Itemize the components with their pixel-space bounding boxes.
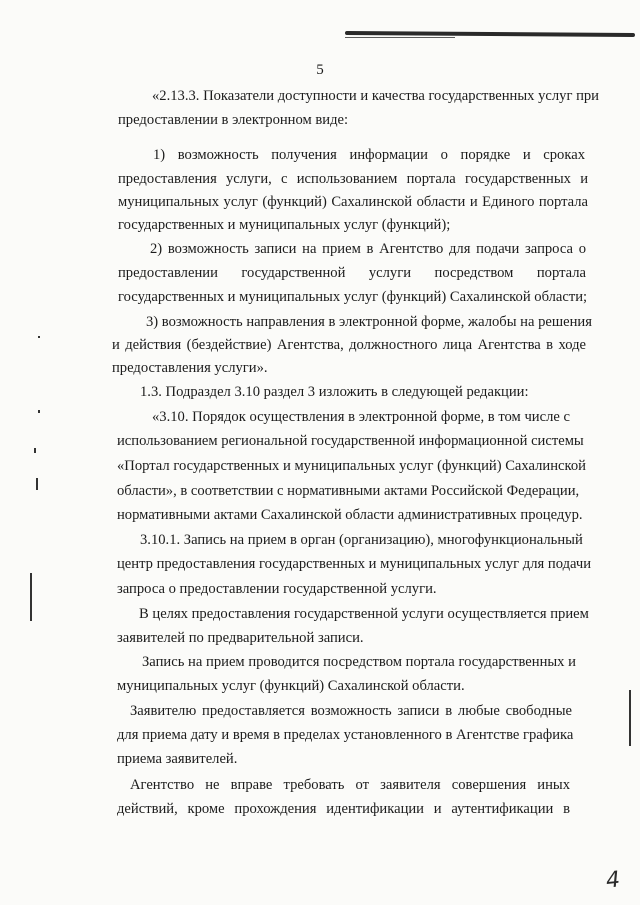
- text-line: центр предоставления государственных и муниципальных услуг для подачи: [117, 556, 592, 572]
- text-line: запроса о предоставлении государственной услуги.: [117, 581, 437, 597]
- scan-margin-mark: [30, 573, 32, 621]
- scan-margin-mark: [38, 410, 40, 413]
- text-line: 2) возможность записи на прием в Агентство для подачи запроса о: [150, 241, 586, 257]
- text-line: предоставления услуги».: [112, 360, 268, 376]
- text-line: В целях предоставления государственной услуги осуществляется прием: [139, 606, 589, 622]
- text-line: приема заявителей.: [117, 751, 238, 767]
- text-line: заявителей по предварительной записи.: [117, 630, 364, 646]
- text-line: действий, кроме прохождения идентификации и аутентификации в: [117, 801, 570, 817]
- text-line: предоставления услуги, с использованием портала государственных и: [118, 171, 588, 187]
- text-line: нормативными актами Сахалинской области административных процедур.: [117, 507, 583, 523]
- text-line: государственных и муниципальных услуг (функций);: [118, 217, 451, 233]
- text-line: «2.13.3. Показатели доступности и качества государственных услуг при: [152, 88, 599, 104]
- text-line: использованием региональной государственной информационной системы: [117, 433, 584, 449]
- text-line: Запись на прием проводится посредством портала государственных и: [142, 654, 576, 670]
- text-line: 1) возможность получения информации о порядке и сроках: [153, 147, 585, 163]
- scan-margin-mark: [38, 336, 40, 338]
- text-line: и действия (бездействие) Агентства, должностного лица Агентства в ходе: [112, 337, 586, 353]
- text-line: предоставлении в электронном виде:: [118, 112, 349, 128]
- text-line: Агентство не вправе требовать от заявителя совершения иных: [130, 777, 570, 793]
- text-line: муниципальных услуг (функций) Сахалинской области.: [117, 678, 465, 694]
- text-line: области», в соответствии с нормативными актами Российской Федерации,: [117, 483, 580, 499]
- text-line: «Портал государственных и муниципальных услуг (функций) Сахалинской: [117, 458, 586, 474]
- text-line: 3) возможность направления в электронной форме, жалобы на решения: [146, 314, 592, 330]
- handwritten-page-mark: 4: [604, 867, 622, 894]
- text-line: Заявителю предоставляется возможность записи в любые свободные: [130, 703, 572, 719]
- page-number: 5: [316, 62, 324, 78]
- text-line: предоставлении государственной услуги посредством портала: [118, 265, 586, 281]
- scan-margin-mark: [34, 448, 36, 453]
- text-line: государственных и муниципальных услуг (функций) Сахалинской области;: [118, 289, 588, 305]
- scan-margin-mark: [629, 690, 631, 746]
- text-line: муниципальных услуг (функций) Сахалинской области и Единого портала: [118, 194, 588, 210]
- text-line: 3.10.1. Запись на прием в орган (организацию), многофункциональный: [140, 532, 583, 548]
- text-line: для приема дату и время в пределах установленного в Агентстве графика: [117, 727, 574, 743]
- text-line: 1.3. Подраздел 3.10 раздел 3 изложить в следующей редакции:: [140, 384, 529, 400]
- scan-margin-mark: [36, 478, 38, 490]
- text-line: «3.10. Порядок осуществления в электронной форме, в том числе с: [152, 409, 570, 425]
